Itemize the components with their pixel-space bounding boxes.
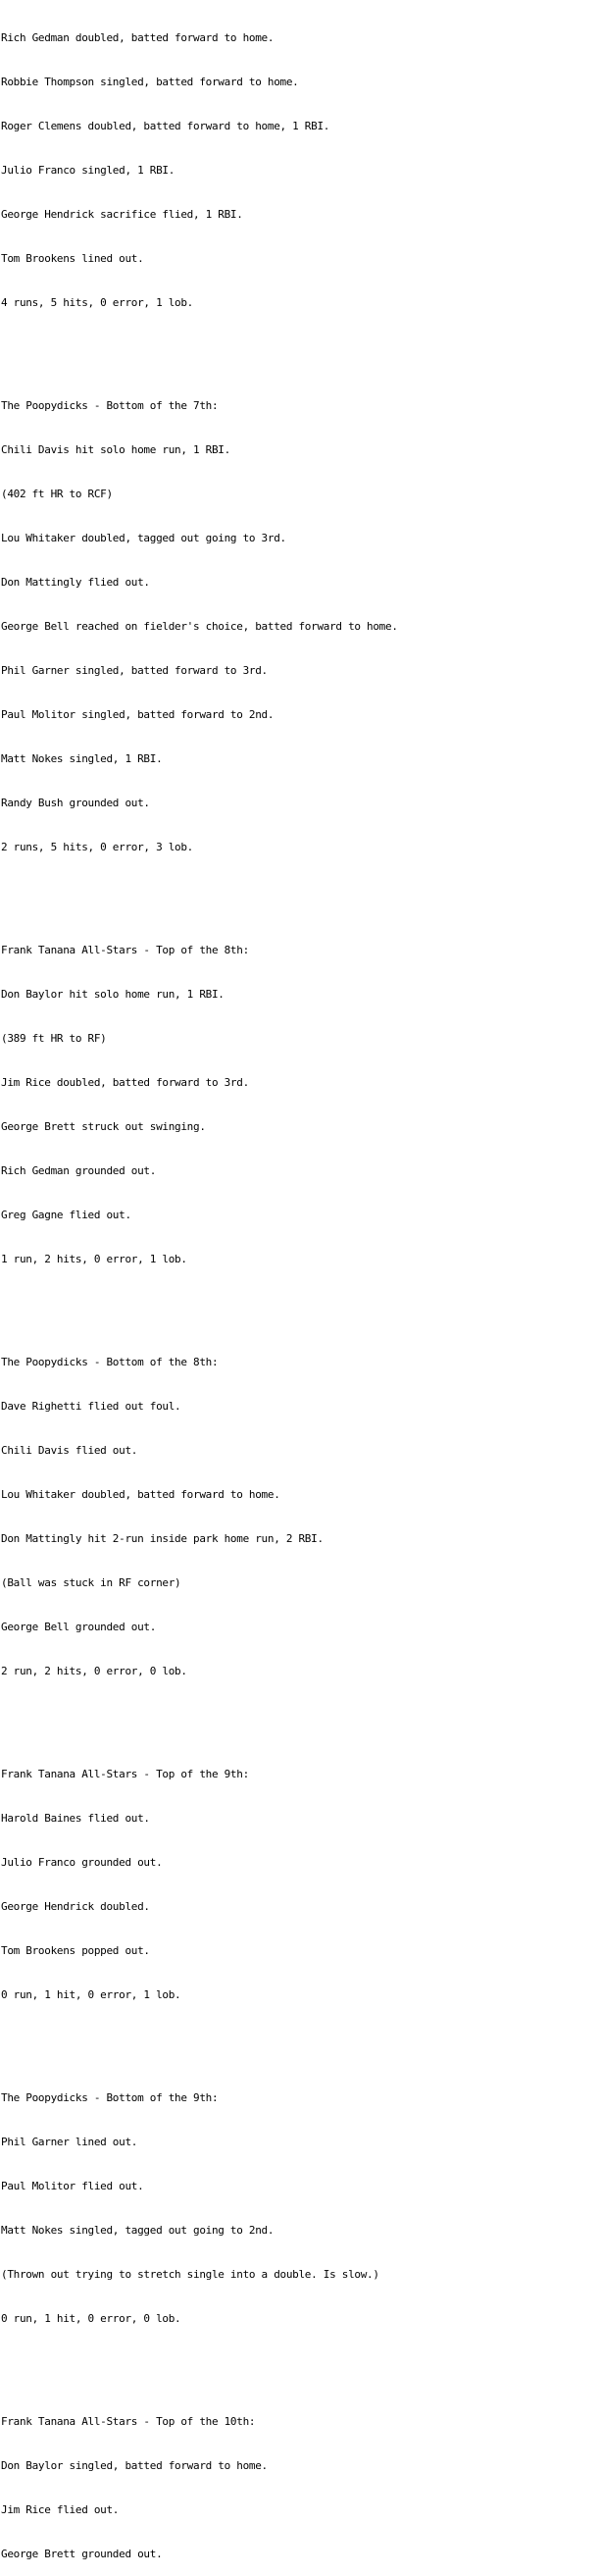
log-line: George Hendrick sacrifice flied, 1 RBI. [1, 208, 243, 221]
log-line: Phil Garner lined out. [1, 2136, 138, 2148]
log-line: Tom Brookens lined out. [1, 252, 144, 265]
inning-header: Frank Tanana All-Stars - Top of the 10th: [1, 2415, 256, 2428]
log-line: Julio Franco singled, 1 RBI. [1, 164, 175, 177]
log-line: Tom Brookens popped out. [1, 1944, 150, 1957]
inning-header: The Poopydicks - Bottom of the 9th: [1, 2091, 219, 2104]
log-line: George Brett grounded out. [1, 2548, 163, 2560]
blank-line [1, 884, 597, 899]
blank-line [1, 2355, 597, 2370]
log-line: Paul Molitor singled, batted forward to 2nd. [1, 708, 275, 721]
log-line: Paul Molitor flied out. [1, 2180, 144, 2192]
log-line: Robbie Thompson singled, batted forward to home. [1, 76, 299, 88]
inning-header: Frank Tanana All-Stars - Top of the 8th: [1, 944, 249, 956]
inning-summary: 0 run, 1 hit, 0 error, 1 lob. [1, 1988, 181, 2001]
log-line: Greg Gagne flied out. [1, 1209, 131, 1221]
inning-summary: 0 run, 1 hit, 0 error, 0 lob. [1, 2312, 181, 2325]
log-line: Don Baylor hit solo home run, 1 RBI. [1, 988, 225, 1001]
inning-header: The Poopydicks - Bottom of the 8th: [1, 1356, 219, 1368]
log-line: Don Mattingly flied out. [1, 576, 150, 589]
log-line: Lou Whitaker doubled, tagged out going to 3rd. [1, 532, 286, 544]
log-line: Don Baylor singled, batted forward to home. [1, 2459, 268, 2472]
log-line: Randy Bush grounded out. [1, 797, 150, 809]
log-line: Phil Garner singled, batted forward to 3rd. [1, 664, 268, 677]
log-line: Rich Gedman grounded out. [1, 1164, 157, 1177]
log-line: George Bell grounded out. [1, 1621, 157, 1633]
inning-summary: 2 run, 2 hits, 0 error, 0 lob. [1, 1665, 187, 1677]
log-line: George Brett struck out swinging. [1, 1120, 206, 1133]
log-line: Don Mattingly hit 2-run inside park home run, 2 RBI. [1, 1532, 324, 1545]
log-line: Matt Nokes singled, 1 RBI. [1, 752, 163, 765]
log-line: George Bell reached on fielder's choice, batted forward to home. [1, 620, 398, 633]
blank-line [1, 339, 597, 354]
log-line: Rich Gedman doubled, batted forward to home. [1, 31, 275, 44]
log-line: Julio Franco grounded out. [1, 1856, 163, 1869]
inning-header: The Poopydicks - Bottom of the 7th: [1, 399, 219, 412]
log-line: (Ball was stuck in RF corner) [1, 1576, 181, 1589]
blank-line [1, 1296, 597, 1311]
log-line: Roger Clemens doubled, batted forward to home, 1 RBI. [1, 120, 330, 132]
play-by-play-log [1, 1, 597, 2576]
inning-header: Frank Tanana All-Stars - Top of the 9th: [1, 1768, 249, 1780]
log-line: Harold Baines flied out. [1, 1812, 150, 1825]
inning-summary: 1 run, 2 hits, 0 error, 1 lob. [1, 1253, 187, 1265]
log-line: Jim Rice flied out. [1, 2503, 120, 2516]
log-line: George Hendrick doubled. [1, 1900, 150, 1913]
blank-line [1, 2032, 597, 2046]
log-line: (Thrown out trying to stretch single into a double. Is slow.) [1, 2268, 379, 2281]
blank-line [1, 1708, 597, 1723]
log-line: Jim Rice doubled, batted forward to 3rd. [1, 1076, 249, 1089]
log-line: (402 ft HR to RCF) [1, 488, 113, 500]
inning-summary: 4 runs, 5 hits, 0 error, 1 lob. [1, 296, 193, 309]
log-line: (389 ft HR to RF) [1, 1032, 107, 1045]
log-line: Chili Davis hit solo home run, 1 RBI. [1, 443, 230, 456]
log-line: Lou Whitaker doubled, batted forward to home. [1, 1488, 280, 1501]
log-line: Chili Davis flied out. [1, 1444, 138, 1457]
log-line: Dave Righetti flied out foul. [1, 1400, 181, 1413]
inning-summary: 2 runs, 5 hits, 0 error, 3 lob. [1, 841, 193, 853]
log-line: Matt Nokes singled, tagged out going to 2nd. [1, 2224, 275, 2237]
